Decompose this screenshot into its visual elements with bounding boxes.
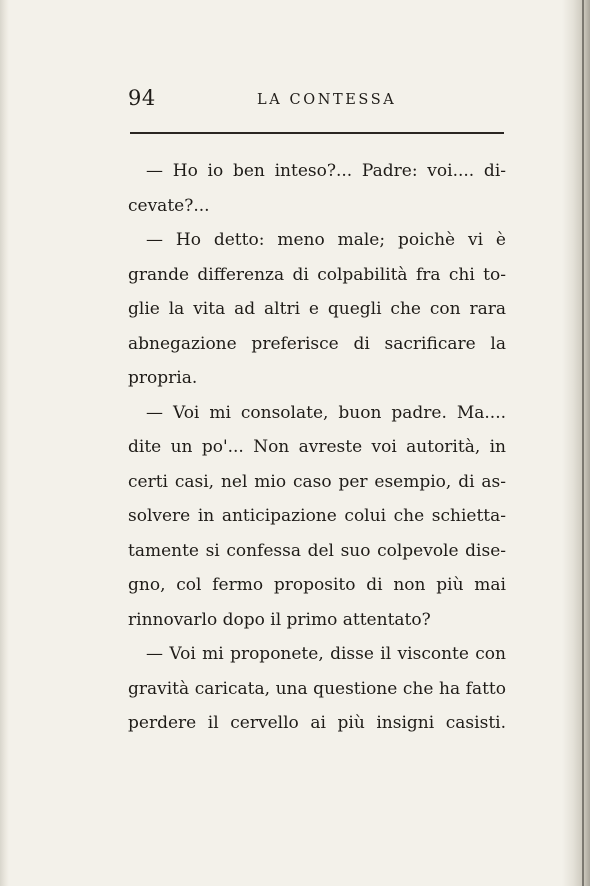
text-line: — Voi mi proponete, disse il visconte con [146, 644, 506, 664]
text-line: cevate?... [128, 195, 210, 216]
text-line: dite un po'... Non avreste voi autorità, in [128, 437, 506, 457]
text-line: — Ho io ben inteso?... Padre: voi.... di- [146, 161, 506, 181]
body-text [128, 154, 506, 741]
page-number: 94 [128, 86, 156, 110]
text-line: certi casi, nel mio caso per esempio, di as- [128, 471, 506, 492]
text-line: solvere in anticipazione colui che schietta- [128, 506, 506, 526]
text-line: tamente si confessa del suo colpevole dise- [128, 540, 506, 561]
page-edge-line [582, 0, 584, 886]
text-line: glie la vita ad altri e quegli che con rara [128, 299, 506, 319]
text-line: gno, col fermo proposito di non più mai [128, 575, 506, 595]
running-title: LA CONTESSA [257, 92, 397, 108]
text-line: abnegazione preferisce di sacrificare la [128, 333, 506, 354]
text-line: grande differenza di colpabilità fra chi to- [128, 264, 506, 285]
text-line: — Voi mi consolate, buon padre. Ma.... [146, 402, 506, 423]
text-line: rinnovarlo dopo il primo attentato? [128, 609, 431, 630]
header-rule [130, 132, 504, 134]
text-line: propria. [128, 368, 198, 388]
page-edge-right [562, 0, 590, 886]
page-gutter-left [0, 0, 9, 886]
text-line: perdere il cervello ai più insigni casisti. [128, 713, 506, 733]
text-line: — Ho detto: meno male; poichè vi è [146, 230, 506, 250]
text-line: gravità caricata, una questione che ha fatto [128, 678, 506, 699]
page-header [128, 86, 504, 114]
